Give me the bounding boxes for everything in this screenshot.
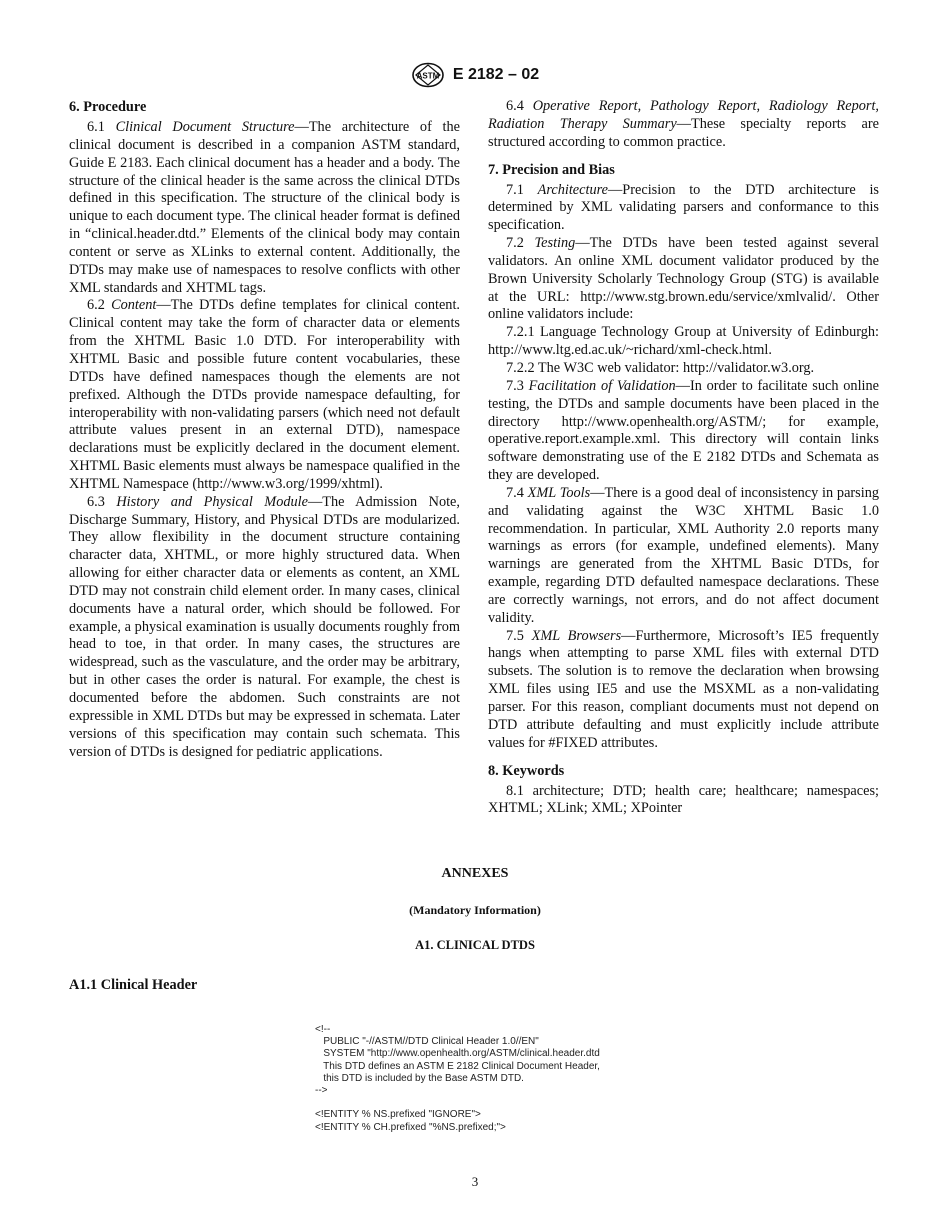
para-title: Content (111, 297, 157, 314)
para-title: Architecture (537, 181, 608, 198)
para-title: Testing (534, 235, 576, 252)
document-id: E 2182 – 02 (452, 66, 540, 83)
paragraph-7-4 (488, 485, 879, 628)
para-text: —The DTDs define templates for clinical content. Clinical content may take the form of character data or elements from the XHTML Basic 1.0 DTD. For interoperability with XHTML Basic and possible future content vocabularies, these DTDs have defined namespaces though the elements are not prefixed. Although the DTDs provide namespace defaulting, for interoperability with non-validating parsers (which need not default attribute values present in an external DTD), namespace declarations must be explicitly declared in the document element. XHTML Basic elements must always be namespace qualified in the XHTML Namespace (http://www.w3.org/1999/xhtml). (69, 297, 461, 492)
para-number: 6.1 (87, 119, 105, 135)
para-text: —Precision to the DTD architecture is determined by XML validating parsers and conformance to this specification. (488, 181, 879, 234)
paragraph-7-3 (488, 378, 879, 485)
para-title: XML Tools (527, 484, 591, 501)
para-number: 7.1 (506, 181, 524, 198)
para-number: 6.4 (506, 98, 524, 114)
para-text: —Furthermore, Microsoft’s IE5 frequently hangs when attempting to parse XML files with external DTD subsets. The solution is to remove the declaration when browsing XML files using IE5 and use the MSXML as a non-validating parser. For this reason, compliant documents must not depend on DTD attribute defaulting and must explicitly include attribute values for #FIXED attributes. (488, 627, 880, 751)
para-title: Clinical Document Structure (115, 119, 295, 135)
para-title: Operative Report, Pathology Report, Radiology Report, Radiation Therapy Summary (488, 98, 879, 132)
page-number: 3 (471, 1174, 479, 1189)
paragraph-8-1: 8.1 architecture; DTD; health care; healthcare; namespaces; XHTML; XLink; XML; XPointer (488, 782, 879, 817)
para-text: —The architecture of the clinical document is described in a companion ASTM standard, Guide E 2183. Each clinical document has a header and a body. The structure of the clinical header is the same across the clinical DTDs defined in this specification. The structure of the clinical body is unique to each document type. The clinical header format is defined in “clinical.header.dtd.” Elements of the clinical body may contain content or serve as XLinks to external content. Additionally, the DTDs may make use of namespaces to resolve conflicts with other XML standards and XHTML tags. (69, 119, 460, 296)
paragraph-6-2 (69, 297, 460, 493)
para-number: 7.4 (506, 484, 524, 501)
para-number: 7.2 (506, 235, 524, 252)
left-column (69, 98, 460, 761)
para-number: 6.3 (87, 493, 105, 510)
paragraph-6-4 (488, 98, 879, 152)
section-heading-keywords: 8. Keywords (488, 762, 565, 779)
para-number: 7.3 (506, 377, 524, 394)
para-number: 6.2 (87, 297, 105, 314)
paragraph-7-2-2: 7.2.2 The W3C web validator: http://validator.w3.org. (506, 359, 815, 376)
para-text: —The Admission Note, Discharge Summary, History, and Physical DTDs are modularized. They allow flexibility in the document structure containing character data, XHTML, or more highly structured data. When allowing for either character data or elements as content, an XML DTD may not constrain child element order. In many cases, clinical documents have a natural order, which should be followed. For example, a physical examination is usually documents roughly from head to toe, in that order. In many cases, the structures are widespread, such as the vasculature, and the order may be arbitrary, but in other cases the order is natural. For example, the chest is documented before the abdomen. Such constraints are not expressible in XML DTDs but may be expressed in schemata. Later versions of this specification may contain such schemata. This version of DTDs is designed for pediatric applications. (69, 493, 460, 760)
para-text: —These specialty reports are structured according to common practice. (488, 115, 879, 150)
paragraph-7-1 (488, 182, 879, 236)
para-title: XML Browsers (531, 627, 622, 644)
right-column (488, 98, 879, 818)
para-title: History and Physical Module (116, 493, 308, 510)
astm-logo-icon (411, 62, 445, 88)
para-text: —There is a good deal of inconsistency in parsing and validating against the W3C XHTML Basic 1.0 recommendation. In particular, XML Authority 2.0 reports many warnings as errors (for example, undefined elements). Many warnings are generated from the XHTML Basic DTDs, for example, regarding DTD defaulted namespace declarations. These are correctly warnings, not errors, and do not affect document validity. (488, 484, 880, 626)
svg-text:ASTM: ASTM (416, 71, 440, 81)
annexes-title: ANNEXES (441, 866, 509, 881)
section-heading-precision-bias: 7. Precision and Bias (488, 161, 615, 178)
dtd-code-block: <!-- PUBLIC "-//ASTM//DTD Clinical Header 1.0//EN" SYSTEM "http://www.openhealth.org/ASTM/clinical.header.dtd This DTD defines an ASTM E 2182 Clinical Document Header, this DTD is included by the Base ASTM DTD. --> <!ENTITY % NS.prefixed "IGNORE"> <!ENTITY % CH.prefixed "%NS.prefixed;"> (315, 1024, 600, 1133)
page-header (0, 62, 950, 88)
para-number: 7.5 (506, 627, 524, 644)
paragraph-6-3 (69, 494, 460, 762)
paragraph-6-1 (69, 119, 460, 297)
paragraph-7-2 (488, 235, 879, 324)
annex-a1-1-heading: A1.1 Clinical Header (69, 977, 198, 993)
para-title: Facilitation of Validation (528, 377, 676, 394)
para-text: —In order to facilitate such online testing, the DTDs and sample documents have been placed in the directory http://www.openhealth.org/ASTM/; for example, operative.report.example.xml. This directory will contain links software demonstrating use of the E 2182 DTDs and Schemata as they are developed. (488, 377, 880, 484)
para-text: —The DTDs have been tested against several validators. An online XML document validator produced by the Brown University Scholarly Technology Group (STG) is available at the URL: http://www.stg.brown.edu/service/xmlvalid/. Other online validators include: (488, 235, 880, 323)
annexes-subtitle: (Mandatory Information) (409, 903, 541, 917)
paragraph-7-5 (488, 628, 879, 753)
paragraph-7-2-1: 7.2.1 Language Technology Group at University of Edinburgh: http://www.ltg.ed.ac.uk/~richard/xml-check.html. (488, 324, 879, 359)
annex-a1-title: A1. CLINICAL DTDS (415, 938, 535, 952)
section-heading-procedure: 6. Procedure (69, 99, 147, 115)
